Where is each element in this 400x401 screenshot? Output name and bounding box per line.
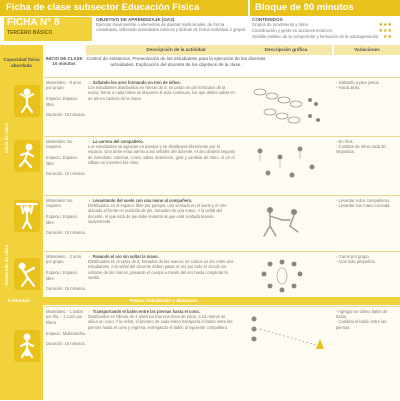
duration-text: Duración: 10 minutos. xyxy=(46,171,86,177)
ficha-number: FICHA N° 8 xyxy=(7,17,60,28)
ball-relay-illustration xyxy=(240,309,332,359)
column-header-variations: Variaciones xyxy=(334,45,400,55)
space-text: Espacio: Espacio libre. xyxy=(46,270,78,281)
activity-title: Levantando del suelo con una mano al compañero. xyxy=(92,198,193,203)
lifting-illustration xyxy=(240,198,332,248)
contents-block xyxy=(252,17,398,43)
activity-description xyxy=(88,139,236,165)
variations-text: - En tríos. - Cambiar de ritmo cada 30 segundos. xyxy=(336,139,386,155)
row-details xyxy=(46,80,86,118)
running-figure-icon xyxy=(14,140,40,172)
materials-text: Materiales: - 1 balón por fila. - 1 cono por hilera. xyxy=(46,309,84,325)
activity-title: Transportando el balón entre las piernas hasta el cono. xyxy=(92,309,200,314)
row-details xyxy=(46,198,86,236)
segment-label-inicio: Inicio de clase xyxy=(4,122,9,153)
activity-text: Distribuidos en el espacio libre por parejas, uno sentado en el suelo y el otro ubicado al frente en posición de pie, tomados de una mano. A la señal del docente, el que está de pie debe levantar al que está sentado tirando suavemente. xyxy=(88,203,227,224)
inicio-label: INICIO DE CLASE 10 minutos xyxy=(45,56,83,66)
materials-text: Materiales: No requiere. xyxy=(46,198,73,209)
ficha-level: TERCERO BÁSICO xyxy=(7,30,53,36)
activity-text: Distribuidos en círculos de 8, tomados de las manos; se coloca un aro entre dos estudiantes. A la señal del docente deben pasar el aro por todo el círculo sin soltarse de las manos, pasando el cuerpo a través del aro hasta completar la vuelta. xyxy=(88,259,234,280)
activity-title: La carrera del compañero. xyxy=(92,139,144,144)
inicio-description: Control de Asistencia. Presentación de los estudiantes para la ejecución de las diversas actividades. Explicación del docente de los objetivos de la clase. xyxy=(86,56,266,67)
header-divider xyxy=(248,0,250,16)
objective-block xyxy=(96,17,246,43)
row-details xyxy=(46,139,86,177)
pause-text: Pausa: hidratación y descanso. xyxy=(130,298,199,303)
duration-text: Duración: 15 minutos. xyxy=(46,286,86,292)
materials-text: Materiales: - 8 aros por grupo. xyxy=(46,80,82,91)
objective-text: Ejecutar movimientos o elementos de danzas tradicionales, de forma coordinada, utilizando actividades rítmicas y lúdicas de forma individual o grupal. xyxy=(96,22,246,33)
page-header xyxy=(0,0,400,16)
materials-text: Materiales: - 2 aros por grupo. xyxy=(46,254,82,265)
variations-text: - Agregar un último balón de todos. - Cambiar el balón entre las piernas. xyxy=(336,309,388,330)
pairs-illustration xyxy=(240,139,332,189)
pause-band xyxy=(0,297,400,305)
space-text: Espacio: Espacio libre. xyxy=(46,96,78,107)
materials-text: Materiales: No requiere. xyxy=(46,139,73,150)
activity-title: Pasando el aro sin soltar la mano. xyxy=(92,254,159,259)
activity-description xyxy=(88,254,236,280)
variations-text: - Saltando a pies juntos. - Hacia atrás. xyxy=(336,80,380,91)
header-duration: Bloque de 90 minutos xyxy=(255,2,354,13)
contents-item: Grupos de movimiento y ritmo. ★★★ xyxy=(252,22,392,28)
check-icon: ✓ xyxy=(88,254,93,259)
activity-description xyxy=(88,80,236,101)
row-details xyxy=(46,254,86,292)
space-text: Espacio: Multicancha. xyxy=(46,330,86,336)
activity-row xyxy=(44,251,400,297)
variations-text: - 3 aros por grupo. - Aros más pequeños. xyxy=(336,254,376,265)
jumping-figure-icon xyxy=(14,85,40,117)
ficha-badge xyxy=(4,17,92,41)
activity-text: Distribuidos en hileras de 4 alumnos tras una línea de inicio; a 15 metros se ubica un cono. A la señal, el primero de cada hilera transporta el balón entre las piernas hasta el cono y regresa, entregando el balón al siguiente compañero. xyxy=(88,314,233,330)
column-header-activity: Descripción de la actividad xyxy=(86,45,267,55)
lifting-figure-icon xyxy=(14,200,40,232)
ball-figure-icon xyxy=(14,330,40,362)
activity-description xyxy=(88,309,236,330)
contents-item: Sentido positivo de la competición y formación de la autosuperación. ★★ xyxy=(252,34,392,40)
activity-text: Los estudiantes distribuidos en hileras de 5, se paran en pie formados de la mano; frente a cada hilera se disponen 8 aros continuos, los que deben saltar en un pie en cadena de la mano. xyxy=(88,85,235,101)
contents-heading: CONTENIDOS xyxy=(252,17,283,22)
activity-row xyxy=(44,306,400,401)
activity-row xyxy=(44,195,400,251)
check-icon: ✓ xyxy=(88,309,93,314)
activity-text: Los estudiantes se agrupan en parejas y se distribuyen libremente por el espacio. Uno debe estar atento a las señales del docente, el otro deberá seguirlo de inmediato: caminar, correr, saltar, detenerse, girar y cambiar de ritmo. Al oír el silbato se invierten los roles. xyxy=(88,144,236,165)
segment-label-desarrollo: Desarrollo de clase xyxy=(4,244,9,285)
star-rating-icon: ★★★ xyxy=(378,28,392,34)
duration-text: Duración: 10 minutos. xyxy=(46,230,86,236)
check-icon: ✓ xyxy=(88,80,93,85)
stretching-figure-icon xyxy=(14,258,40,290)
star-rating-icon: ★★ xyxy=(383,34,392,40)
objective-heading: OBJETIVO DE APRENDIZAJE (OA3) xyxy=(96,17,175,22)
space-text: Espacio: Espacio libre. xyxy=(46,155,78,166)
header-title: Ficha de clase subsector Educación Física xyxy=(6,2,200,13)
capacity-heading: Capacidad física abordada xyxy=(3,57,40,68)
variations-text: - Levantar a dos compañeros. - Levantar con mano cruzada. xyxy=(336,198,391,209)
star-rating-icon: ★★★ xyxy=(378,22,392,28)
activity-row xyxy=(44,77,400,136)
duration-text: Duración: 10 minutos. xyxy=(46,112,86,118)
contents-item: Coordinación y gesto en acciones motrices. ★★★ xyxy=(252,28,392,34)
activity-title: Saltando los aros formando un tren de niños. xyxy=(92,80,181,85)
space-text: Espacio: Espacio libre. xyxy=(46,214,78,225)
hoops-illustration xyxy=(240,80,332,130)
duration-text: Duración: 15 minutos. xyxy=(46,341,86,347)
pause-time: 5 minutos xyxy=(8,298,30,303)
activity-row xyxy=(44,136,400,195)
row-details xyxy=(46,309,86,347)
inicio-block xyxy=(44,56,84,76)
check-icon: ✓ xyxy=(88,139,93,144)
column-header-graphic: Descripción gráfica xyxy=(240,45,333,55)
activity-description xyxy=(88,198,236,224)
check-icon: ✓ xyxy=(88,198,93,203)
